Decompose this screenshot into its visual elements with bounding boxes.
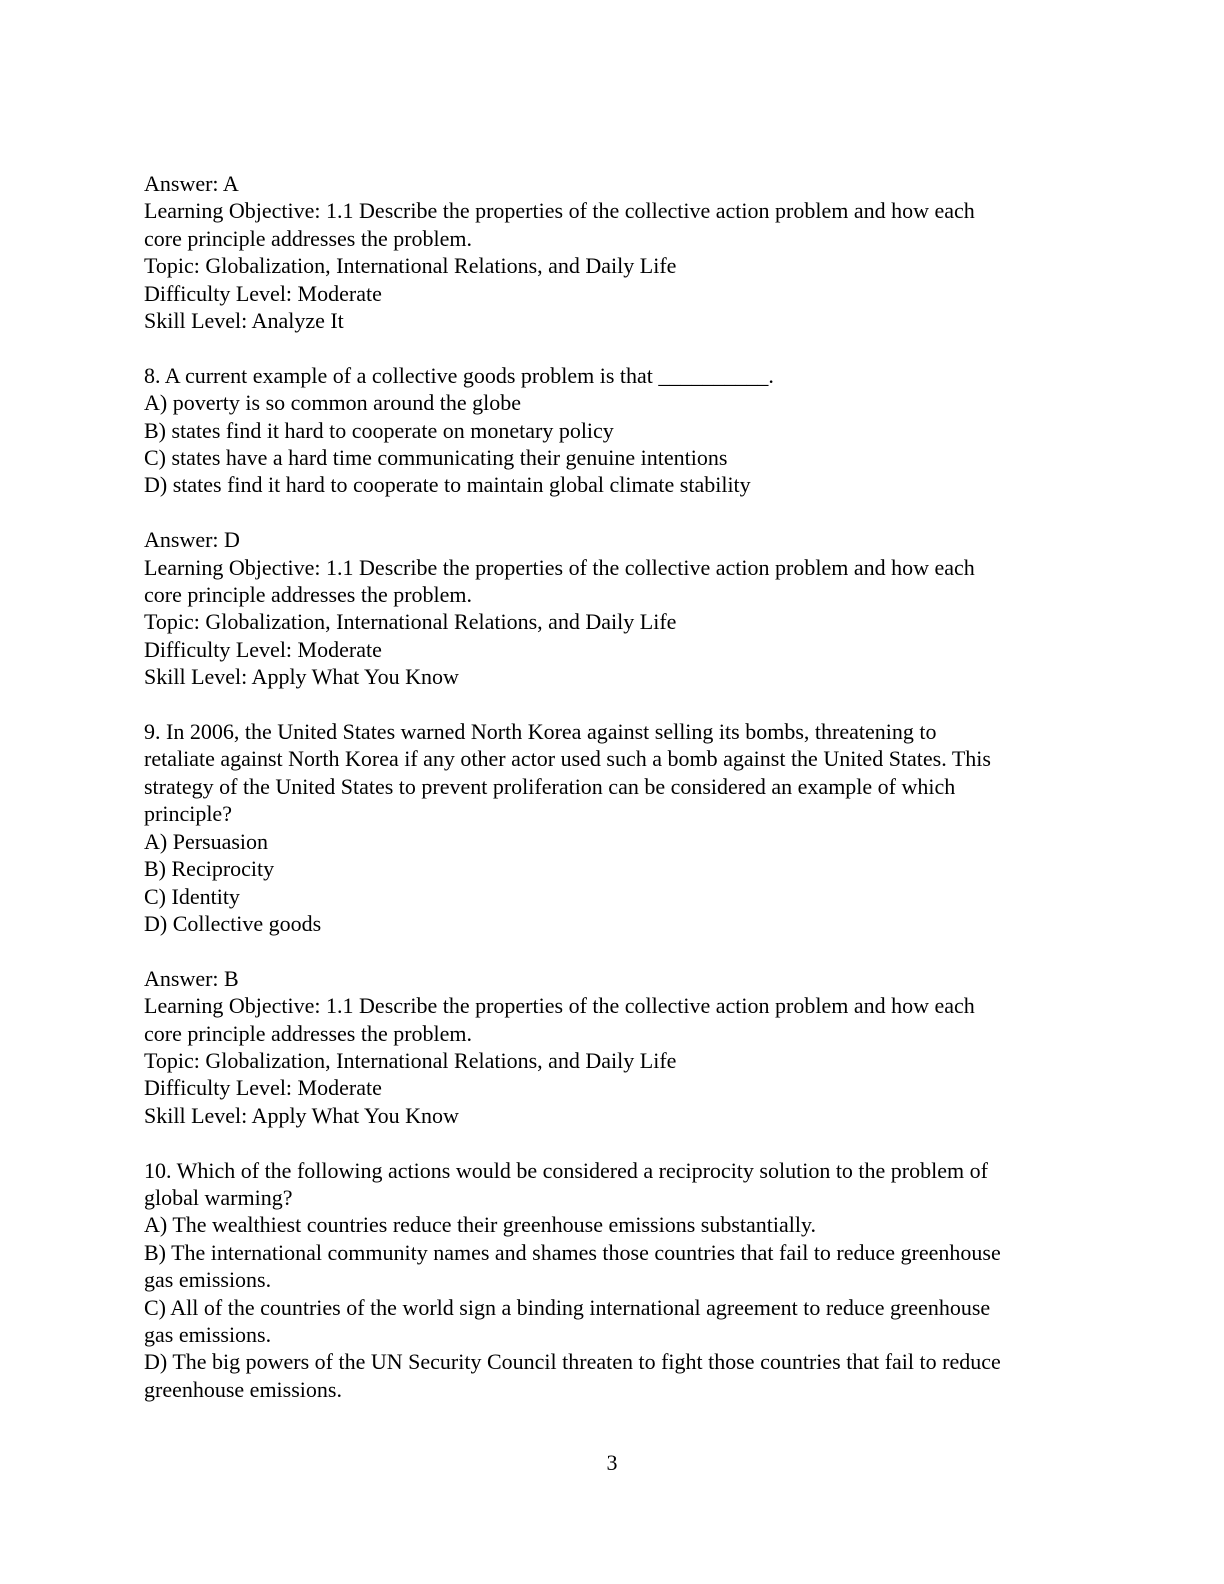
spacer <box>144 937 1084 964</box>
skill-line: Skill Level: Apply What You Know <box>144 1102 459 1128</box>
question-10 <box>144 1157 1084 1404</box>
option-c: C) Identity <box>144 883 240 909</box>
topic-line: Topic: Globalization, International Relations, and Daily Life <box>144 1047 677 1073</box>
option-d-continuation: greenhouse emissions. <box>144 1376 342 1402</box>
skill-line: Skill Level: Apply What You Know <box>144 664 459 690</box>
learning-objective-line: Learning Objective: 1.1 Describe the properties of the collective action problem and how each <box>144 198 975 224</box>
answer-block-q9 <box>144 965 1084 1129</box>
skill-line: Skill Level: Analyze It <box>144 308 344 334</box>
difficulty-line: Difficulty Level: Moderate <box>144 636 382 662</box>
spacer <box>144 1129 1084 1156</box>
option-d: D) states find it hard to cooperate to maintain global climate stability <box>144 472 751 498</box>
option-d: D) The big powers of the UN Security Council threaten to fight those countries that fail to reduce <box>144 1349 1001 1375</box>
difficulty-line: Difficulty Level: Moderate <box>144 280 382 306</box>
option-a: A) The wealthiest countries reduce their greenhouse emissions substantially. <box>144 1212 817 1238</box>
spacer <box>144 691 1084 718</box>
question-stem: 8. A current example of a collective goods problem is that __________. <box>144 362 774 388</box>
learning-objective-line: Learning Objective: 1.1 Describe the properties of the collective action problem and how each <box>144 554 975 580</box>
question-8 <box>144 362 1084 499</box>
page-number: 3 <box>606 1450 618 1475</box>
question-9 <box>144 718 1084 937</box>
answer-block-q7 <box>144 170 1084 334</box>
spacer <box>144 499 1084 526</box>
question-stem-line: global warming? <box>144 1184 293 1210</box>
option-a: A) poverty is so common around the globe <box>144 390 521 416</box>
answer-line: Answer: D <box>144 527 240 553</box>
answer-line: Answer: A <box>144 171 239 196</box>
question-stem-line: retaliate against North Korea if any other actor used such a bomb against the United States. This <box>144 746 991 772</box>
learning-objective-continuation: core principle addresses the problem. <box>144 1020 473 1046</box>
option-c: C) states have a hard time communicating their genuine intentions <box>144 445 728 471</box>
answer-block-q8 <box>144 526 1084 690</box>
learning-objective-continuation: core principle addresses the problem. <box>144 582 473 608</box>
option-a: A) Persuasion <box>144 828 269 854</box>
option-b: B) Reciprocity <box>144 856 275 882</box>
topic-line: Topic: Globalization, International Relations, and Daily Life <box>144 253 677 279</box>
difficulty-line: Difficulty Level: Moderate <box>144 1075 382 1101</box>
question-stem-line: strategy of the United States to prevent proliferation can be considered an example of which <box>144 773 956 799</box>
option-c-continuation: gas emissions. <box>144 1321 272 1347</box>
page-content <box>144 170 1084 1403</box>
option-b-continuation: gas emissions. <box>144 1267 272 1293</box>
learning-objective-line: Learning Objective: 1.1 Describe the properties of the collective action problem and how each <box>144 993 975 1019</box>
option-d: D) Collective goods <box>144 910 322 936</box>
question-stem-line: principle? <box>144 801 232 827</box>
option-b: B) The international community names and shames those countries that fail to reduce greenhouse <box>144 1239 1001 1265</box>
option-b: B) states find it hard to cooperate on monetary policy <box>144 417 614 443</box>
option-c: C) All of the countries of the world sign a binding international agreement to reduce greenhouse <box>144 1294 991 1320</box>
learning-objective-continuation: core principle addresses the problem. <box>144 225 473 251</box>
question-stem-line: 10. Which of the following actions would be considered a reciprocity solution to the problem of <box>144 1157 988 1183</box>
spacer <box>144 334 1084 361</box>
topic-line: Topic: Globalization, International Relations, and Daily Life <box>144 609 677 635</box>
question-stem-line: 9. In 2006, the United States warned North Korea against selling its bombs, threatening to <box>144 719 937 745</box>
answer-line: Answer: B <box>144 965 239 991</box>
